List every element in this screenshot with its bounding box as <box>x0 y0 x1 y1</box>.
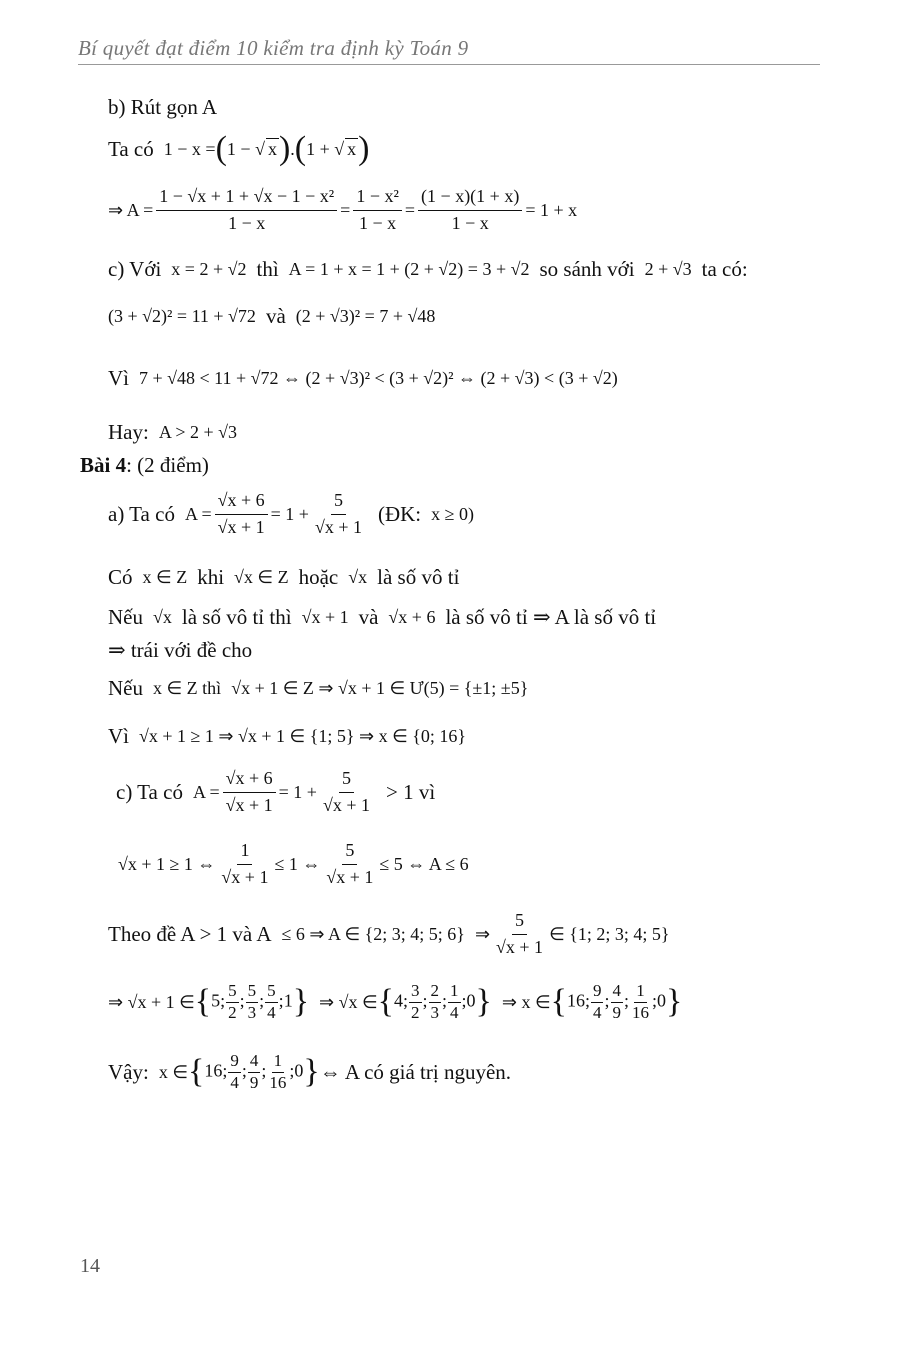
page-number: 14 <box>80 1255 100 1277</box>
set-x-final: 16; $\frac{9}{4}$ ; $\frac{4}{9}$ ; $\frac{1}{16}$ ;0 <box>204 1051 304 1092</box>
a-A-line: a) Ta có A = $\frac{√x + 6}{√x + 1}$ = 1 + $\frac{5}{√x + 1}$ (ĐK: x ≥ 0) <box>108 490 475 537</box>
set-element: 4 <box>393 990 403 1011</box>
set-sqrtx-plus-1: 5; $\frac{5}{2}$ ; $\frac{5}{3}$ ; $\frac{5}{4}$ ;1 <box>211 981 293 1022</box>
set-fraction: $\frac{9}{4}$ <box>230 1051 239 1092</box>
set-fraction: $\frac{3}{2}$ <box>411 981 420 1022</box>
set-element: 5 <box>211 990 221 1011</box>
b-frac-2: $\frac{\text{1 − x²}}{1 - x}$ <box>353 186 402 234</box>
set-sqrtx: 4; $\frac{3}{2}$ ; $\frac{2}{3}$ ; $\frac{1}{4}$ ;0 <box>393 981 476 1022</box>
a-co-line: Có x ∈ Z khi √x ∈ Z hoặc √x là số vô tỉ <box>108 565 460 589</box>
c-chain-line: Vì 7 + √48 < 11 + √72 ⇔ (2 + √3)² < (3 + √2)² ⇔ (2 + √3) < (3 + √2) <box>108 366 618 390</box>
part-b-heading-text: b) Rút gọn A <box>108 95 218 119</box>
set-element: 0 <box>466 990 476 1011</box>
bai4-points: : (2 điểm) <box>126 453 209 477</box>
b-eq1-dot: . <box>290 138 295 159</box>
set-fraction: $\frac{5}{4}$ <box>267 981 276 1022</box>
bai4-heading <box>80 453 209 478</box>
set-element: 0 <box>294 1060 304 1081</box>
set-fraction: $\frac{4}{9}$ <box>249 1051 259 1092</box>
b-simplify-line: ⇒ A = $\frac{\text{1 − √x + 1 + √x − 1 − x²}}{1 - x}$ = $\frac{\text{1 − x²}}{1 - x}$ = $\frac{(1 - x)(1 + x)}{1 - x}$ = 1 + x <box>108 186 578 233</box>
a-vi-line: Vì √x + 1 ≥ 1 ⇒ √x + 1 ∈ {1; 5} ⇒ x ∈ {0; 16} <box>108 724 467 748</box>
vay-line: Vậy: x ∈ { 16; $\frac{9}{4}$ ; $\frac{4}{9}$ ; $\frac{1}{16}$ ;0 } ⇔ A có giá trị nguyên. <box>108 1051 512 1092</box>
sets-line: ⇒ √x + 1 ∈ { 5; $\frac{5}{2}$ ; $\frac{5}{3}$ ; $\frac{5}{4}$ ;1 } ⇒ √x ∈ { 4; $\frac{3}{2}$ ; $\frac{2}{3}$ ; $\frac{1}{4}$ ;0 } ⇒ x ∈ { 16; $\frac{9}{4}$ ; $\frac{4}{9}$ ; $\frac{1}{16}$ ;0 } <box>108 981 683 1022</box>
b-frac-1: $\frac{\text{1 − √x + 1 + √x − 1 − x²}}{1 - x}$ <box>156 186 337 234</box>
b-eq1-lhs: 1 − x = <box>163 138 216 159</box>
a-uoc-line: Nếu x ∈ Z thì √x + 1 ∈ Z ⇒ √x + 1 ∈ Ư(5) = {±1; ±5} <box>108 676 529 700</box>
a-neu-line: Nếu √x là số vô tỉ thì √x + 1 và √x + 6 là số vô tỉ ⇒ A là số vô tỉ <box>108 605 657 629</box>
set-fraction: $\frac{1}{4}$ <box>450 981 459 1022</box>
set-fraction: $\frac{5}{2}$ <box>228 981 237 1022</box>
c-conclusion-line: Hay: A > 2 + √3 <box>108 420 238 444</box>
set-fraction: $\frac{2}{3}$ <box>430 981 440 1022</box>
c2-A-line: c) Ta có A = $\frac{√x + 6}{√x + 1}$ = 1 + $\frac{5}{√x + 1}$ > 1 vì <box>116 768 436 815</box>
set-fraction: $\frac{9}{4}$ <box>592 981 602 1022</box>
set-element: 16 <box>204 1060 223 1081</box>
part-b-heading <box>108 95 217 120</box>
set-fraction: $\frac{1}{16}$ <box>269 1051 287 1092</box>
set-fraction: $\frac{4}{9}$ <box>612 981 621 1022</box>
b-implies-a: ⇒ A = <box>108 199 154 220</box>
theo-line: Theo đề A > 1 và A ≤ 6 ⇒ A ∈ {2; 3; 4; 5; 6} ⇒ $\frac{5}{√x + 1}$ ∈ {1; 2; 3; 4; 5} <box>108 910 670 957</box>
c-squares-line: (3 + √2)² = 11 + √72 và (2 + √3)² = 7 + √48 <box>108 304 436 328</box>
c-intro-line: c) Với x = 2 + √2 thì A = 1 + x = 1 + (2 + √2) = 3 + √2 so sánh với 2 + √3 ta có: <box>108 257 748 281</box>
b-factorization-line: Ta có 1 − x = ( 1 − √ x ) . ( 1 + √ x ) <box>108 132 369 166</box>
running-header: Bí quyết đạt điểm 10 kiểm tra định kỳ Toán 9 <box>78 36 820 65</box>
b-taco: Ta có <box>108 136 154 161</box>
set-element: 0 <box>657 990 667 1011</box>
b-frac-3: $\frac{(1 - x)(1 + x)}{1 - x}$ <box>418 186 522 234</box>
a-trai-line: ⇒ trái với đề cho <box>108 638 253 662</box>
set-element: 1 <box>283 990 293 1011</box>
set-element: 16 <box>566 990 585 1011</box>
c2-bound-line: √x + 1 ≥ 1 ⇔ $\frac{1}{√x + 1}$ ≤ 1 ⇔ $\frac{5}{√x + 1}$ ≤ 5 ⇔ A ≤ 6 <box>118 840 469 887</box>
set-x: 16; $\frac{9}{4}$ ; $\frac{4}{9}$ ; $\frac{1}{16}$ ;0 <box>566 981 667 1022</box>
bai4-label: Bài 4 <box>80 453 127 477</box>
set-fraction: $\frac{1}{16}$ <box>632 981 650 1022</box>
b-result: = 1 + x <box>525 199 578 220</box>
set-fraction: $\frac{5}{3}$ <box>247 981 257 1022</box>
